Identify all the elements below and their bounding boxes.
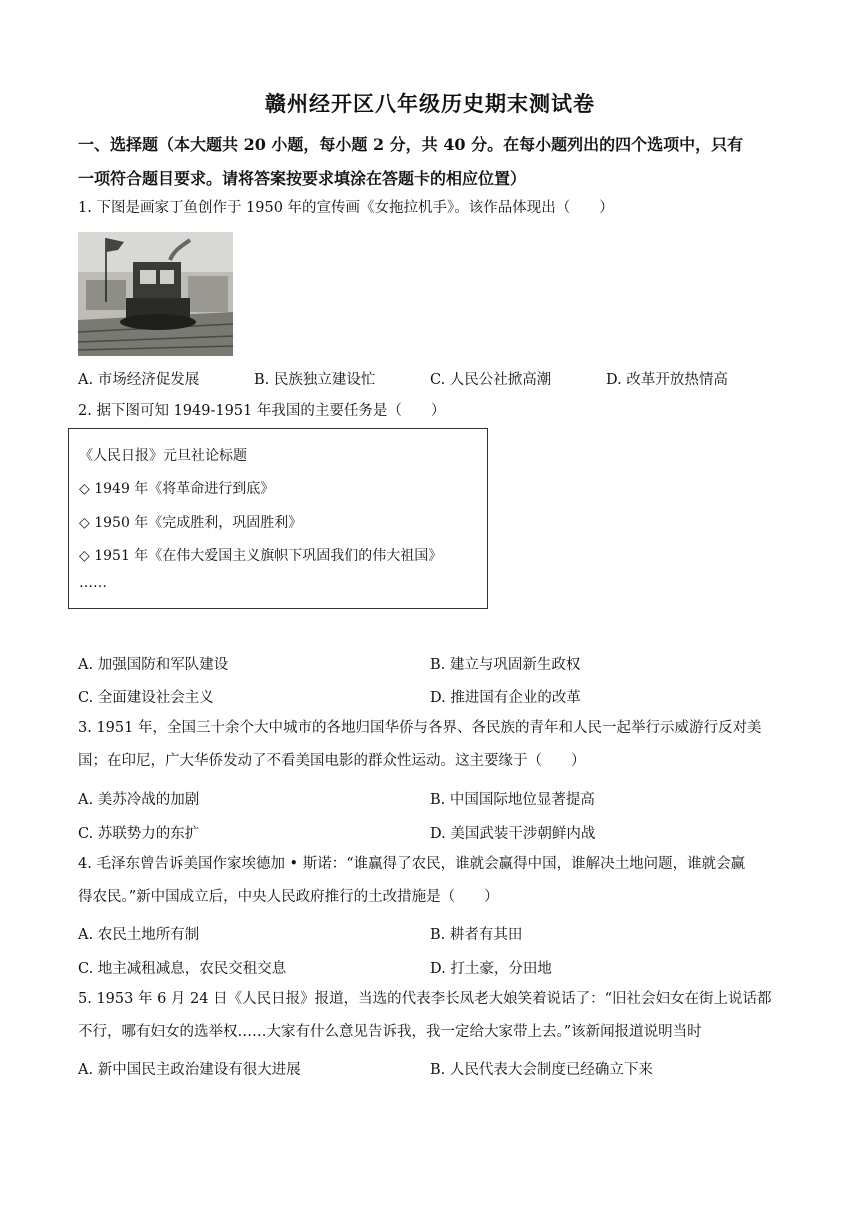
section-heading-line1: 一、选择题（本大题共 20 小题，每小题 2 分，共 40 分。在每小题列出的四个选项中，只有 [78,135,744,154]
q3-option-c: C. 苏联势力的东扩 [78,826,200,842]
box-item-1951: ◇ 1951 年《在伟大爱国主义旗帜下巩固我们的伟大祖国》 [79,548,443,564]
q3-option-a: A. 美苏冷战的加剧 [78,792,200,808]
box-item-1949: ◇ 1949 年《将革命进行到底》 [79,481,275,497]
box-item-1950: ◇ 1950 年《完成胜利，巩固胜利》 [79,515,303,531]
question-5-stem [78,983,788,1049]
box-ellipsis: …… [79,575,107,591]
q5-option-a: A. 新中国民主政治建设有很大进展 [78,1062,301,1078]
q4-option-c: C. 地主减租减息，农民交租交息 [78,961,287,977]
q4-option-b: B. 耕者有其田 [430,927,523,943]
question-1-stem: 1. 下图是画家丁鱼创作于 1950 年的宣传画《女拖拉机手》。该作品体现出（ ） [78,200,614,216]
q3-option-b: B. 中国国际地位显著提高 [430,792,595,808]
editorial-titles-box [68,428,488,609]
q2-option-b: B. 建立与巩固新生政权 [430,657,581,673]
q4-stem-line2: 得农民。”新中国成立后，中央人民政府推行的土改措施是（ ） [78,889,499,905]
q3-option-d: D. 美国武装干涉朝鲜内战 [430,826,596,842]
q1-option-b: B. 民族独立建设忙 [254,372,376,388]
q2-option-c: C. 全面建设社会主义 [78,690,214,706]
q3-stem-line1: 3. 1951 年，全国三十余个大中城市的各地归国华侨与各界、各民族的青年和人民一起举行示威游行反对美 [78,720,762,736]
q1-option-d: D. 改革开放热情高 [606,372,728,388]
q1-option-c: C. 人民公社掀高潮 [430,372,552,388]
box-heading: 《人民日报》元旦社论标题 [79,448,247,464]
q4-option-a: A. 农民土地所有制 [78,927,200,943]
q4-option-d: D. 打土豪，分田地 [430,961,552,977]
section-heading [78,128,783,196]
q2-option-a: A. 加强国防和军队建设 [78,657,229,673]
q5-stem-line2: 不行，哪有妇女的选举权……大家有什么意见告诉我，我一定给大家带上去。”该新闻报道说明当时 [78,1024,702,1040]
exam-title: 赣州经开区八年级历史期末测试卷 [265,91,595,116]
question-2-stem: 2. 据下图可知 1949-1951 年我国的主要任务是（ ） [78,403,446,419]
q4-stem-line1: 4. 毛泽东曾告诉美国作家埃德加 • 斯诺：“谁赢得了农民，谁就会赢得中国，谁解决土地问题，谁就会赢 [78,856,746,872]
question-4-stem [78,848,788,914]
section-heading-line2: 一项符合题目要求。请将答案按要求填涂在答题卡的相应位置） [78,169,527,188]
q5-option-b: B. 人民代表大会制度已经确立下来 [430,1062,653,1078]
question-3-stem [78,712,788,778]
q5-stem-line1: 5. 1953 年 6 月 24 日《人民日报》报道，当选的代表李长凤老大娘笑着说话了：“旧社会妇女在街上说话都 [78,991,772,1007]
q3-stem-line2: 国；在印尼，广大华侨发动了不看美国电影的群众性运动。这主要缘于（ ） [78,753,586,769]
q1-option-a: A. 市场经济促发展 [78,372,200,388]
q2-option-d: D. 推进国有企业的改革 [430,690,581,706]
tractor-painting-image [78,232,233,356]
